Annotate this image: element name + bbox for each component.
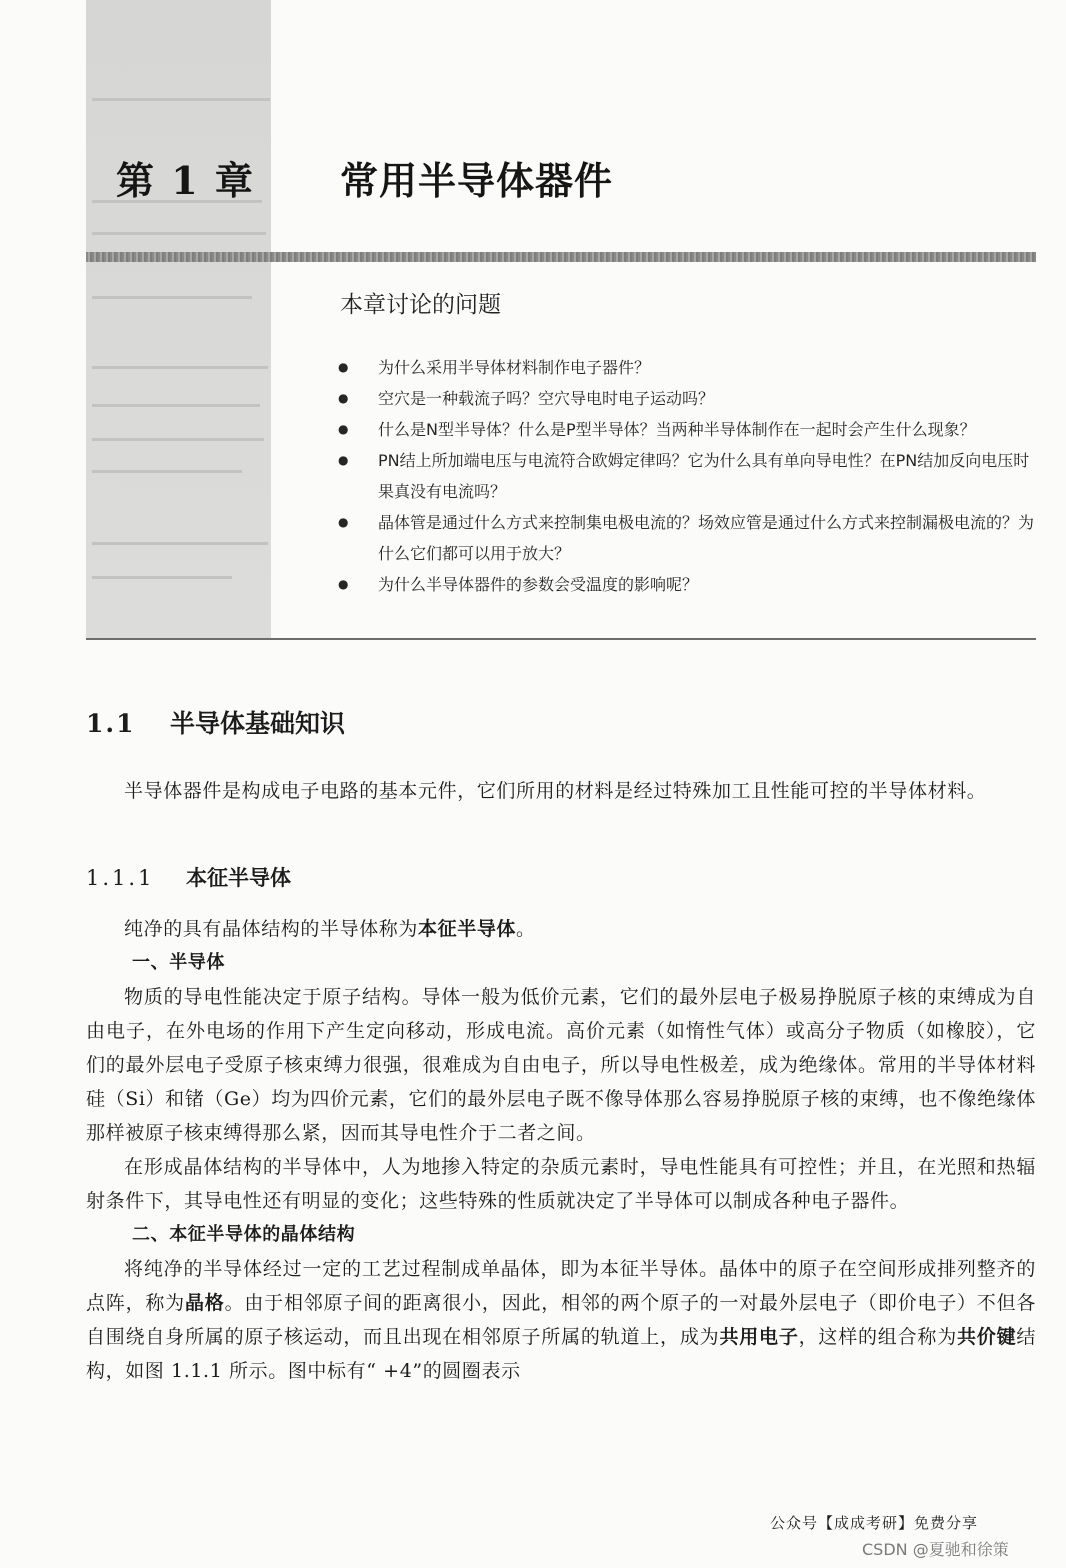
chapter-title: 常用半导体器件	[340, 158, 614, 203]
paragraph-semiconductor-1: 物质的导电性能决定于原子结构。导体一般为低价元素，它们的最外层电子极易挣脱原子核的束缚成为自由电子，在外电场的作用下产生定向移动，形成电流。高价元素（如惰性气体）或高分子物质（如橡胶），它们的最外层电子受原子核束缚力很强，很难成为自由电子，所以导电性极差，成为绝缘体。常用的半导体材料硅（Si）和锗（Ge）均为四价元素，它们的最外层电子既不像导体那么容易挣脱原子核的束缚，也不像绝缘体那样被原子核束缚得那么紧，因而其导电性介于二者之间。	[86, 986, 1036, 1144]
bullet-icon: ●	[338, 422, 349, 436]
footer-share-note: 公众号【成成考研】免费分享	[770, 1514, 979, 1532]
subsection-title: 本征半导体	[186, 866, 291, 890]
ghost-text-line	[92, 98, 270, 101]
paragraph-crystal: 将纯净的半导体经过一定的工艺过程制成单晶体，即为本征半导体。晶体中的原子在空间形成排列整齐的点阵，称为晶格。由于相邻原子间的距离很小，因此，相邻的两个原子的一对最外层电子（即价电子）不但各自围绕自身所属的原子核运动，而且出现在相邻原子所属的轨道上，成为共用电子，这样的组合称为共价键结构，如图 1.1.1 所示。图中标有“ +4”的圆圈表示	[86, 1258, 1036, 1382]
ghost-text-line	[92, 438, 264, 441]
ghost-text-line	[92, 296, 252, 299]
questions-heading: 本章讨论的问题	[340, 292, 501, 318]
question-item: ● 为什么半导体器件的参数会受温度的影响呢？	[336, 569, 1036, 600]
ghost-text-line	[92, 470, 242, 473]
subsection-heading	[86, 862, 291, 892]
heading-semiconductor: 一、半导体	[132, 952, 225, 973]
questions-rule	[86, 638, 1036, 640]
question-item: ● 为什么采用半导体材料制作电子器件？	[336, 352, 1036, 383]
main-body	[86, 912, 1036, 1388]
ghost-text-line	[92, 542, 268, 545]
ghost-text-line	[92, 576, 232, 579]
bullet-icon: ●	[338, 360, 349, 374]
section-title: 半导体基础知识	[170, 709, 346, 738]
questions-list	[336, 352, 1036, 600]
bullet-icon: ●	[338, 577, 349, 591]
bullet-icon: ●	[338, 515, 349, 529]
bullet-icon: ●	[338, 453, 349, 467]
paragraph-intrinsic: 纯净的具有晶体结构的半导体称为本征半导体。	[124, 918, 536, 940]
question-item: ● 晶体管是通过什么方式来控制集电极电流的？场效应管是通过什么方式来控制漏极电流的？为什么它们都可以用于放大？	[336, 507, 1036, 569]
chapter-number: 第 1 章	[116, 158, 255, 203]
bullet-icon: ●	[338, 391, 349, 405]
section-intro: 半导体器件是构成电子电路的基本元件，它们所用的材料是经过特殊加工且性能可控的半导体材料。	[124, 780, 987, 802]
section-number: 1.1	[86, 709, 136, 738]
heading-crystal: 二、本征半导体的晶体结构	[132, 1224, 356, 1245]
ghost-text-line	[92, 232, 266, 235]
question-item: ● PN结上所加端电压与电流符合欧姆定律吗？它为什么具有单向导电性？在PN结加反向电压时果真没有电流吗？	[336, 445, 1036, 507]
section-heading	[86, 704, 345, 740]
csdn-watermark: CSDN @夏驰和徐策	[862, 1540, 1009, 1559]
ghost-text-line	[92, 404, 260, 407]
question-item: ● 什么是N型半导体？什么是P型半导体？当两种半导体制作在一起时会产生什么现象？	[336, 414, 1036, 445]
question-item: ● 空穴是一种载流子吗？空穴导电时电子运动吗？	[336, 383, 1036, 414]
subsection-number: 1.1.1	[86, 866, 155, 890]
chapter-rule	[86, 252, 1036, 262]
paragraph-semiconductor-2: 在形成晶体结构的半导体中，人为地掺入特定的杂质元素时，导电性能具有可控性；并且，在光照和热辐射条件下，其导电性还有明显的变化；这些特殊的性质就决定了半导体可以制成各种电子器件。	[86, 1156, 1036, 1212]
ghost-text-line	[92, 366, 268, 369]
